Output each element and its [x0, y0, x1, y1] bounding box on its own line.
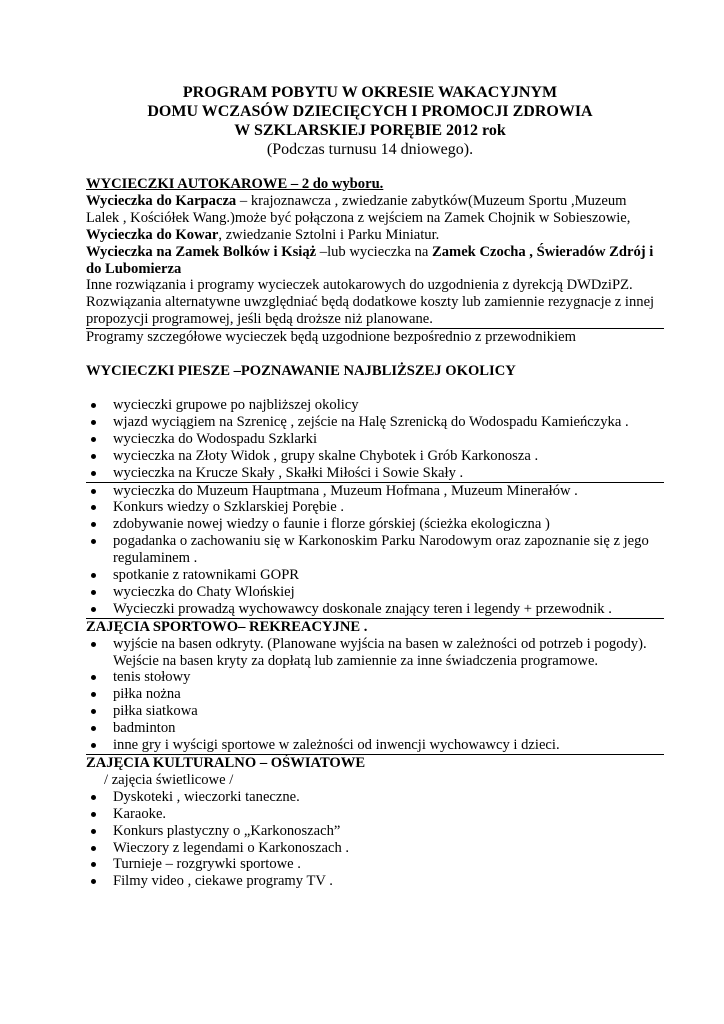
- list-item: pogadanka o zachowaniu się w Karkonoskim Parku Narodowym oraz zapoznanie się z jego regulaminem .: [86, 533, 654, 567]
- sport-list: [86, 636, 654, 755]
- section-autokar: [86, 176, 654, 346]
- list-item: wycieczka na Złoty Widok , grupy skalne Chybotek i Grób Karkonosza .: [86, 448, 654, 465]
- list-item: tenis stołowy: [86, 669, 654, 686]
- czocha-heading: Zamek Czocha , Świeradów Zdrój i do Lubomierza: [86, 243, 654, 277]
- section-piesze: [86, 363, 654, 619]
- list-item: Konkurs wiedzy o Szklarskiej Porębie .: [86, 499, 654, 516]
- list-item: inne gry i wyścigi sportowe w zależności od inwencji wychowawcy i dzieci.: [86, 737, 664, 755]
- autokar-note-2: Programy szczegółowe wycieczek będą uzgodnione bezpośrednio z przewodnikiem: [86, 329, 576, 346]
- header-line-4: (Podczas turnusu 14 dniowego).: [266, 141, 474, 158]
- kowary-heading: Wycieczka do Kowar: [86, 226, 219, 243]
- section-kultura-subtitle: / zajęcia świetlicowe /: [104, 771, 234, 788]
- spacer: [86, 380, 654, 397]
- list-item: Konkurs plastyczny o „Karkonoszach”: [86, 823, 654, 840]
- section-kultura: [86, 755, 654, 890]
- list-item: wycieczka do Muzeum Hauptmana , Muzeum Hofmana , Muzeum Minerałów .: [86, 483, 654, 500]
- section-sport: [86, 619, 654, 755]
- section-autokar-title: WYCIECZKI AUTOKAROWE – 2 do wyboru.: [86, 176, 384, 192]
- list-item: Karaoke.: [86, 806, 654, 823]
- list-item: wycieczki grupowe po najbliższej okolicy: [86, 397, 654, 414]
- kowary-text: , zwiedzanie Sztolni i Parku Miniatur.: [218, 226, 440, 243]
- list-item: badminton: [86, 720, 654, 737]
- karpacz-heading: Wycieczka do Karpacza: [86, 192, 237, 209]
- list-item: Turnieje – rozgrywki sportowe .: [86, 856, 654, 873]
- karpacz-text: – krajoznawcza , zwiedzanie zabytków(Muzeum Sportu ,Muzeum Lalek , Kościółek Wang.)może być połączona z wejściem na Zamek Chojnik w Sobieszowie,: [86, 192, 631, 226]
- piesze-list-a: [86, 397, 654, 483]
- list-item: wycieczka do Chaty Wlońskiej: [86, 584, 654, 601]
- bolkow-text: –lub wycieczka na: [316, 243, 433, 260]
- list-item: Filmy video , ciekawe programy TV .: [86, 873, 654, 890]
- spacer: [86, 346, 654, 363]
- list-item: wyjście na basen odkryty. (Planowane wyjścia na basen w zależności od potrzeb i pogody). Wejście na basen kryty za dopłatą lub zamiennie za inne świadczenia programowe.: [86, 636, 654, 670]
- bolkow-paragraph: [86, 244, 654, 278]
- header-line-3: W SZKLARSKIEJ PORĘBIE 2012 rok: [234, 122, 506, 139]
- section-kultura-title: ZAJĘCIA KULTURALNO – OŚWIATOWE: [86, 755, 366, 771]
- karpacz-paragraph: [86, 193, 654, 227]
- list-item: wycieczka do Wodospadu Szklarki: [86, 431, 654, 448]
- list-item: Wycieczki prowadzą wychowawcy doskonale znający teren i legendy + przewodnik .: [86, 601, 664, 619]
- header-line-1: PROGRAM POBYTU W OKRESIE WAKACYJNYM: [182, 84, 558, 101]
- list-item: piłka siatkowa: [86, 703, 654, 720]
- section-piesze-title: WYCIECZKI PIESZE –POZNAWANIE NAJBLIŻSZEJ OKOLICY: [86, 363, 516, 380]
- bolkow-heading: Wycieczka na Zamek Bolków i Książ: [86, 243, 317, 260]
- kowary-paragraph: [86, 227, 654, 244]
- section-sport-title: ZAJĘCIA SPORTOWO– REKREACYJNE .: [86, 618, 368, 635]
- list-item: zdobywanie nowej wiedzy o faunie i florze górskiej (ścieżka ekologiczna ): [86, 516, 654, 533]
- document-header: [86, 83, 654, 159]
- list-item: Dyskoteki , wieczorki taneczne.: [86, 789, 654, 806]
- list-item: wjazd wyciągiem na Szrenicę , zejście na Halę Szrenicką do Wodospadu Kamieńczyka .: [86, 414, 654, 431]
- kultura-list: [86, 789, 654, 890]
- list-item: spotkanie z ratownikami GOPR: [86, 567, 654, 584]
- list-item: Wieczory z legendami o Karkonoszach .: [86, 840, 654, 857]
- piesze-list-b: [86, 483, 654, 619]
- header-line-2: DOMU WCZASÓW DZIECIĘCYCH I PROMOCJI ZDROWIA: [147, 103, 593, 120]
- list-item: wycieczka na Krucze Skały , Skałki Miłości i Sowie Skały .: [86, 465, 664, 483]
- autokar-note-1: Inne rozwiązania i programy wycieczek autokarowych do uzgodnienia z dyrekcją DWDziPZ. Rozwiązania alternatywne uwzględniać będą dodatkowe koszty lub zamiennie rezygnacje z innej propozycji programowej, jeśli będą droższe niż planowane.: [86, 277, 664, 329]
- list-item: piłka nożna: [86, 686, 654, 703]
